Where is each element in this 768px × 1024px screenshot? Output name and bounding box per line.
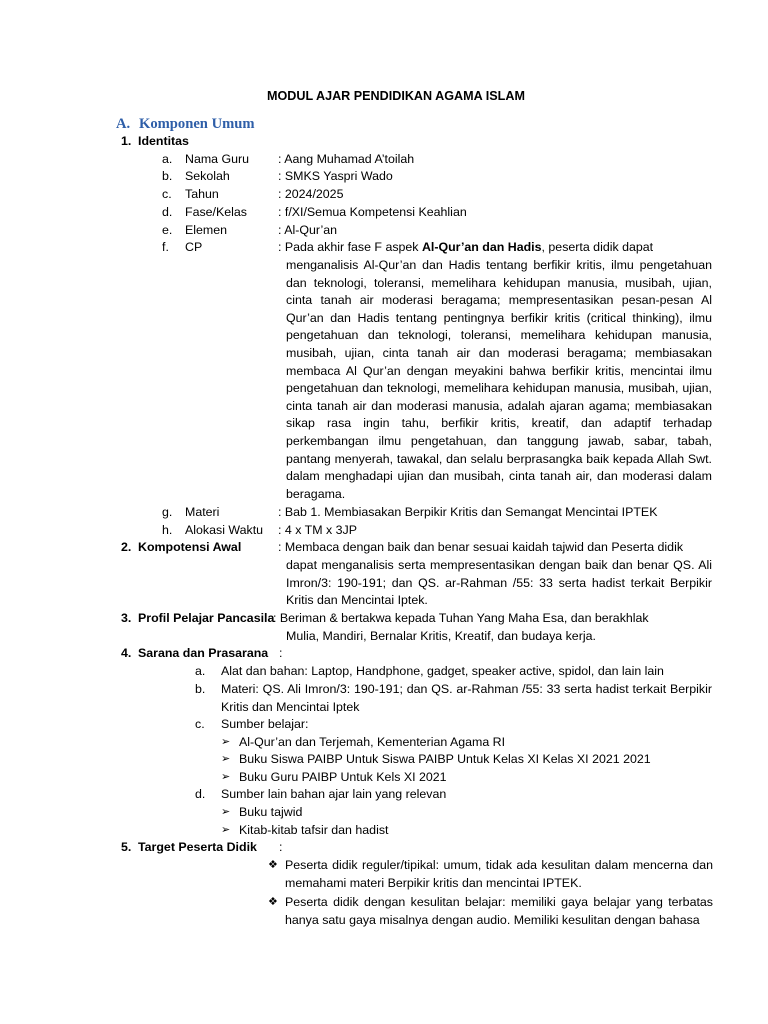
arrow-bullet-icon: ➢	[221, 806, 231, 818]
identity-value-fase-kelas: : f/XI/Semua Kompetensi Keahlian	[278, 205, 467, 219]
item-1-number: 1.	[121, 134, 132, 148]
item-5-label: Target Peserta Didik	[138, 840, 257, 854]
sarana-c-text: Sumber belajar:	[221, 717, 309, 731]
sarana-letter-c: c.	[195, 717, 205, 731]
identity-letter-a: a.	[162, 152, 173, 166]
identity-value-elemen: : Al-Qur’an	[278, 223, 337, 237]
item-2-first-line: : Membaca dengan baik dan benar sesuai kaidah tajwid dan Peserta didik	[278, 540, 684, 554]
identity-letter-d: d.	[162, 205, 173, 219]
identity-value-nama-guru: : Aang Muhamad A’toilah	[278, 152, 415, 166]
diamond-bullet-icon: ❖	[268, 859, 278, 871]
cp-prefix-rest: , peserta didik dapat	[541, 240, 654, 254]
item-2-body: dapat menganalisis serta mempresentasikan dengan baik dan benar QS. Ali Imron/3: 190-191; dan QS. ar-Rahman /55: 33 serta hadist terkait Berpikir Kritis dan Mencintai Iptek.	[286, 558, 712, 608]
sumber-lain-item: Buku tajwid	[239, 805, 303, 819]
sarana-b-text: Materi: QS. Ali Imron/3: 190-191; dan QS. ar-Rahman /55: 33 serta hadist terkait Berpikir Kritis dan Mencintai Iptek	[221, 682, 712, 714]
identity-value-tahun: : 2024/2025	[278, 187, 344, 201]
arrow-bullet-icon: ➢	[221, 753, 231, 765]
document-title: MODUL AJAR PENDIDIKAN AGAMA ISLAM	[267, 89, 525, 103]
identity-letter-e: e.	[162, 223, 173, 237]
identity-label-sekolah: Sekolah	[185, 169, 230, 183]
item-2-label: Kompotensi Awal	[138, 540, 242, 554]
sarana-letter-a: a.	[195, 664, 206, 678]
target-point: Peserta didik reguler/tipikal: umum, tidak ada kesulitan dalam mencerna dan memahami materi Berpikir kritis dan mencintai IPTEK.	[285, 858, 713, 890]
identity-letter-h: h.	[162, 523, 173, 537]
target-point: Peserta didik dengan kesulitan belajar: memiliki gaya belajar yang terbatas hanya satu gaya misalnya dengan audio. Memiliki kesulitan dengan bahasa	[285, 895, 713, 927]
item-3-label: Profil Pelajar Pancasila	[138, 611, 275, 625]
identity-letter-g: g.	[162, 505, 173, 519]
item-5-colon: :	[279, 840, 283, 854]
sarana-letter-d: d.	[195, 787, 206, 801]
identity-letter-c: c.	[162, 187, 172, 201]
identity-value-alokasi: : 4 x TM x 3JP	[278, 523, 357, 537]
identity-label-alokasi: Alokasi Waktu	[185, 523, 264, 537]
identity-value-sekolah: : SMKS Yaspri Wado	[278, 169, 393, 183]
arrow-bullet-icon: ➢	[221, 824, 231, 836]
identity-label-fase-kelas: Fase/Kelas	[185, 205, 247, 219]
identity-label-nama-guru: Nama Guru	[185, 152, 250, 166]
cp-first-line	[278, 239, 653, 257]
item-1-label: Identitas	[138, 134, 189, 148]
identity-letter-f: f.	[162, 240, 169, 254]
sumber-lain-item: Kitab-kitab tafsir dan hadist	[239, 823, 389, 837]
item-3-number: 3.	[121, 611, 132, 625]
identity-letter-b: b.	[162, 169, 173, 183]
sumber-belajar-item: Buku Siswa PAIBP Untuk Siswa PAIBP Untuk Kelas XI Kelas XI 2021 2021	[239, 752, 651, 766]
arrow-bullet-icon: ➢	[221, 736, 231, 748]
cp-body: menganalisis Al-Qur’an dan Hadis tentang berfikir kritis, ilmu pengetahuan dan teknologi, toleransi, memelihara kehidupan manusia, musibah, ujian, cinta tanah air moderasi beragama; mempresentasikan pesan-pesan Al Qur’an dan Hadis tentang pentingnya berfikir kritis (critical thinking), ilmu pengetahuan dan teknologi, toleransi, memelihara kehidupan manusia, musibah, ujian, cinta tanah air dan moderasi beragama; membiasakan membaca Al Qur’an dengan meyakini bahwa berfikir kritis, mencintai ilmu pengetahuan dan teknologi, memelihara kehidupan manusia, musibah, ujian, cinta tanah air dan moderasi manusia, adalah ajaran agama; membiasakan sikap rasa ingin tahu, berfikir kritis, kreatif, dan adaptif terhadap perkembangan ilmu pengetahuan, dan tanggung jawab, sabar, tabah, pantang menyerah, tawakal, dan selalu berprasangka baik kepada Allah Swt. dalam menghadapi ujian dan musibah, cinta tanah air, dan moderasi dalam beragama.	[286, 258, 712, 501]
item-3-second-line: Mulia, Mandiri, Bernalar Kritis, Kreatif, dan budaya kerja.	[286, 629, 596, 643]
identity-label-materi: Materi	[185, 505, 220, 519]
identity-value-materi: : Bab 1. Membiasakan Berpikir Kritis dan Semangat Mencintai IPTEK	[278, 505, 658, 519]
arrow-bullet-icon: ➢	[221, 771, 231, 783]
sumber-belajar-item: Al-Qur’an dan Terjemah, Kementerian Agama RI	[239, 735, 506, 749]
sarana-d-text: Sumber lain bahan ajar lain yang relevan	[221, 787, 447, 801]
item-5-number: 5.	[121, 840, 132, 854]
item-4-number: 4.	[121, 646, 132, 660]
item-2-number: 2.	[121, 540, 132, 554]
identity-label-elemen: Elemen	[185, 223, 228, 237]
cp-prefix: : Pada akhir fase F aspek	[278, 240, 422, 254]
item-4-colon: :	[279, 646, 283, 660]
sumber-belajar-item: Buku Guru PAIBP Untuk Kels XI 2021	[239, 770, 447, 784]
item-4-label: Sarana dan Prasarana	[138, 646, 269, 660]
diamond-bullet-icon: ❖	[268, 896, 278, 908]
sarana-letter-b: b.	[195, 682, 206, 696]
identity-label-tahun: Tahun	[185, 187, 219, 201]
identity-label-cp: CP	[185, 240, 203, 254]
sarana-a-text: Alat dan bahan: Laptop, Handphone, gadget, speaker active, spidol, dan lain lain	[221, 664, 664, 678]
item-3-first-line: : Beriman & bertakwa kepada Tuhan Yang Maha Esa, dan berakhlak	[273, 611, 649, 625]
cp-aspect: Al-Qur’an dan Hadis	[421, 240, 542, 254]
section-a-letter: A.	[116, 116, 131, 132]
section-a-heading: Komponen Umum	[139, 116, 255, 132]
